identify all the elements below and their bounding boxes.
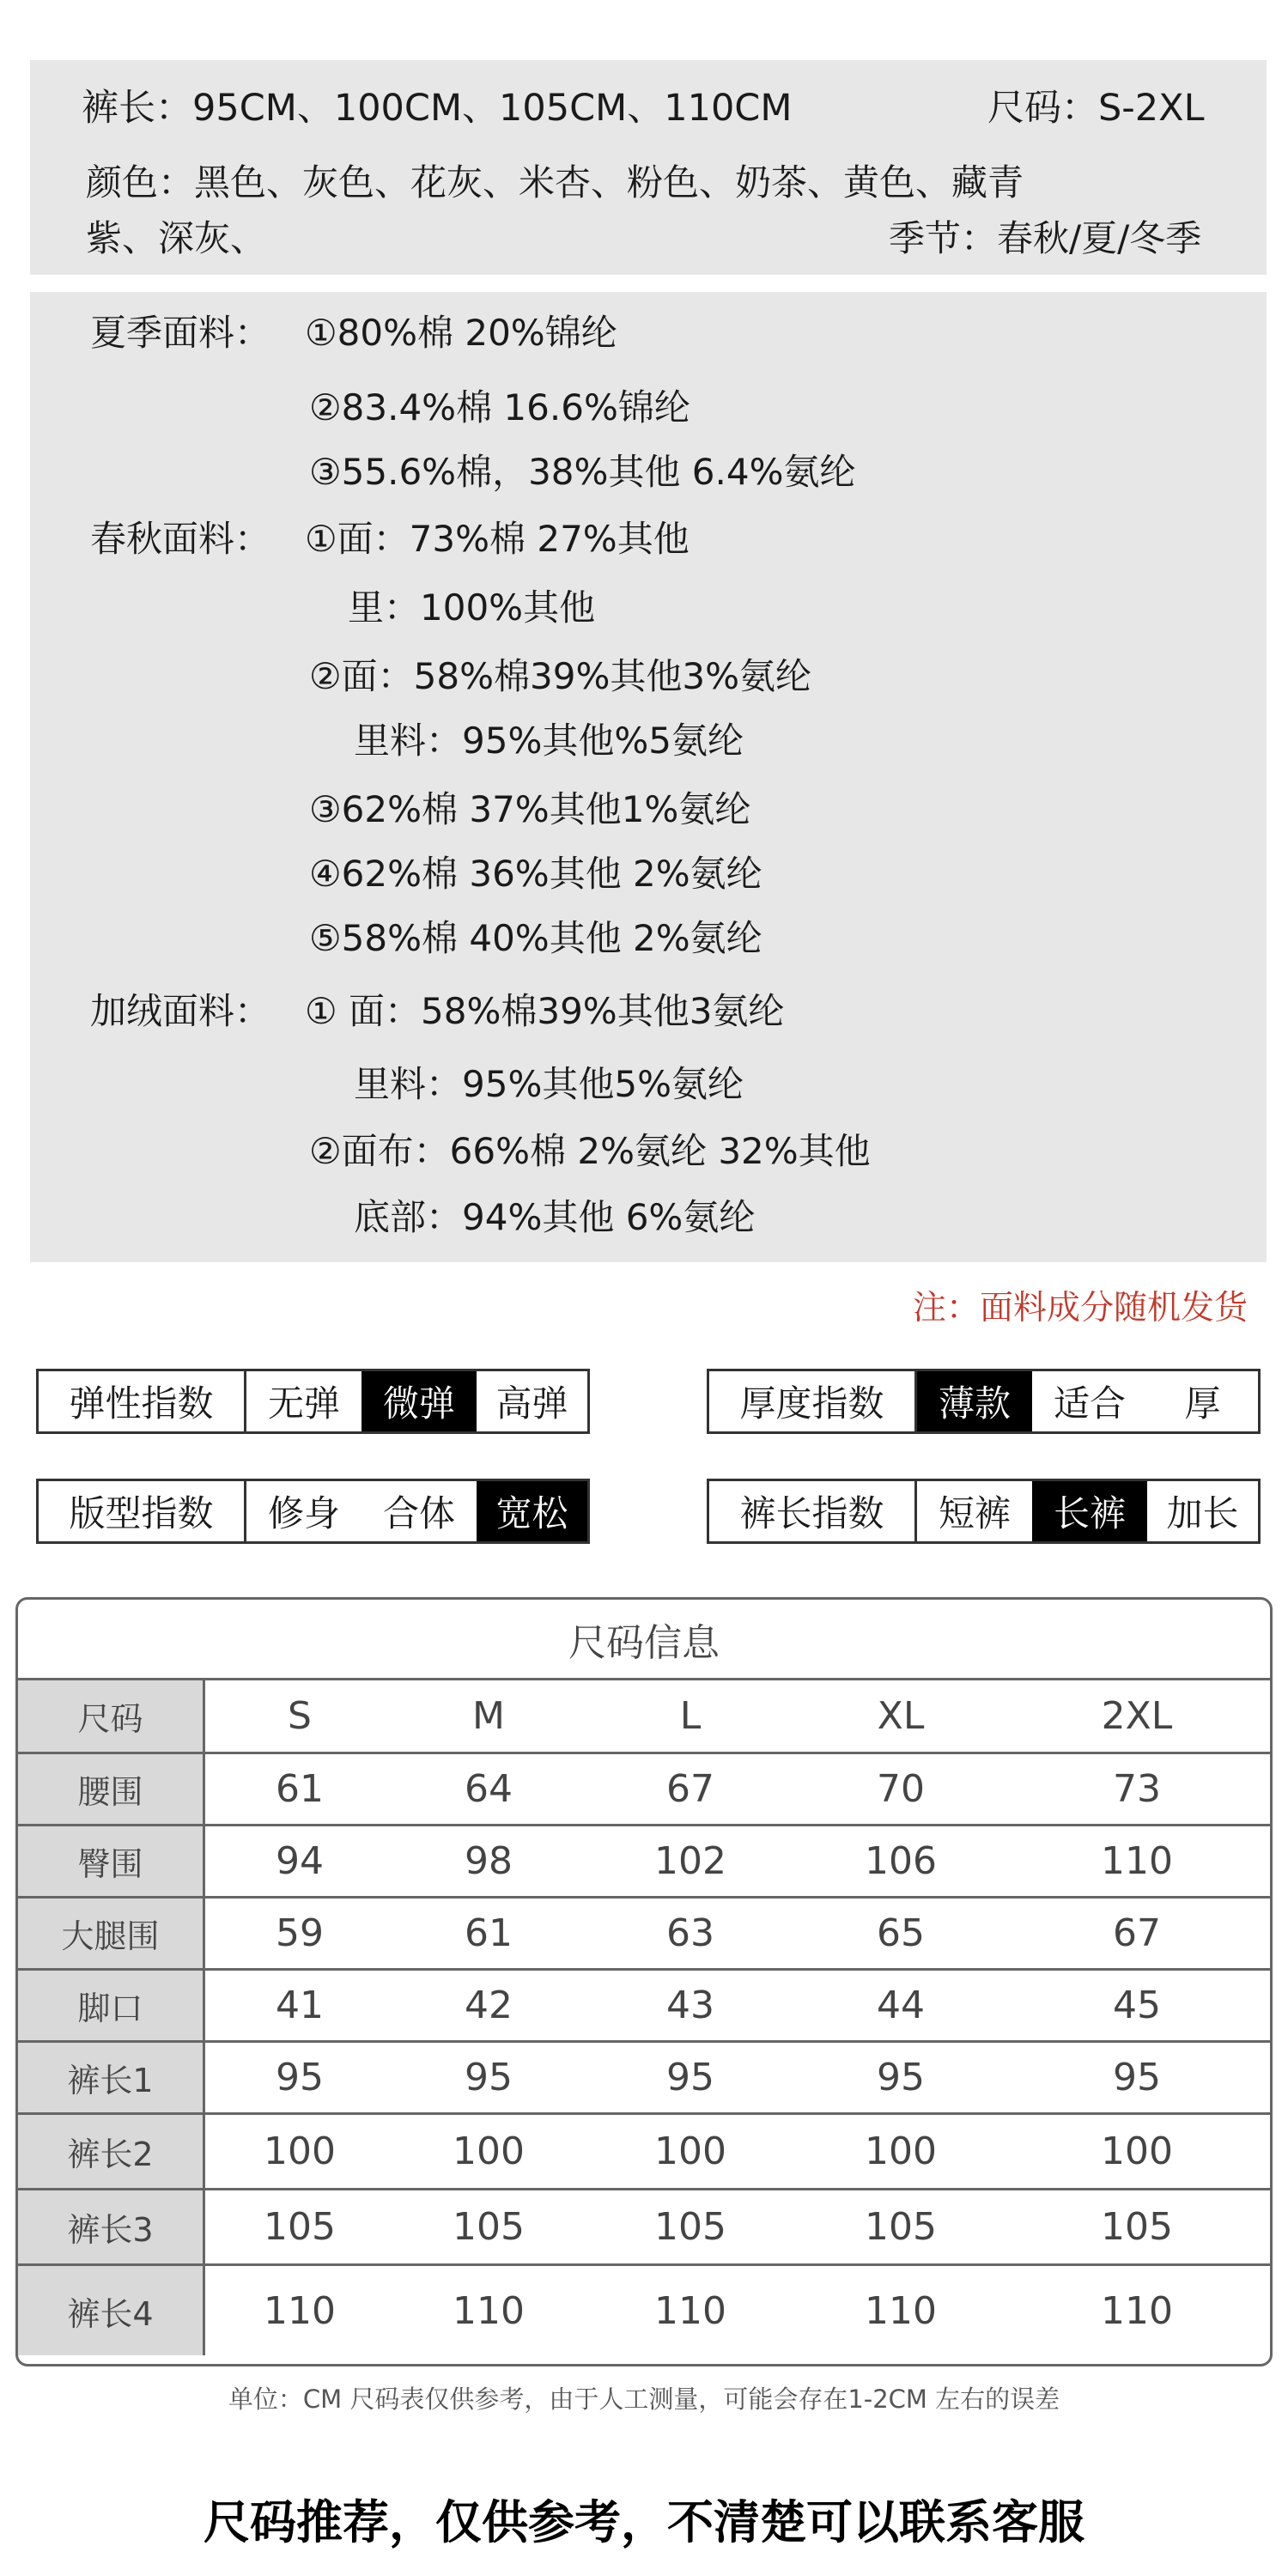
size-recommendation: 尺码推荐，仅供参考，不清楚可以联系客服 — [204, 2495, 1084, 2549]
row-header: 尺码 — [18, 1680, 205, 1752]
table-row — [18, 2043, 1270, 2115]
table-cell: 106 — [865, 1839, 937, 1883]
thickness-option-thin: 薄款 — [917, 1371, 1032, 1431]
elastic-option-none: 无弹 — [267, 1382, 340, 1425]
spring-fabric-label: 春秋面料： — [90, 518, 271, 560]
summer-fabric-2: ②83.4%棉 16.6%锦纶 — [309, 386, 690, 428]
season-text: 季节：春秋/夏/冬季 — [889, 217, 1202, 259]
fleece-fabric-2b: 底部：94%其他 6%氨纶 — [354, 1196, 756, 1238]
table-cell: 42 — [465, 1984, 513, 2027]
length-option-extra: 加长 — [1166, 1492, 1239, 1534]
table-cell: 105 — [453, 2205, 525, 2249]
table-cell: 95 — [465, 2056, 513, 2099]
fleece-fabric-1b: 里料：95%其他5%氨纶 — [354, 1063, 744, 1105]
table-cell: 67 — [666, 1767, 714, 1811]
row-header: 脚口 — [18, 1971, 205, 2040]
table-cell: 98 — [465, 1839, 513, 1883]
summer-fabric-3: ③55.6%棉，38%其他 6.4%氨纶 — [309, 451, 856, 493]
table-cell: 64 — [465, 1767, 513, 1811]
table-cell: 110 — [654, 2288, 726, 2333]
size-text: 尺码：S-2XL — [987, 87, 1205, 130]
color-text-line2: 紫、深灰、 — [86, 217, 267, 259]
length-index-label: 裤长指数 — [709, 1481, 917, 1541]
row-header: 裤长3 — [18, 2190, 205, 2263]
table-cell: 110 — [453, 2288, 525, 2333]
length-index — [707, 1479, 1261, 1544]
thickness-index-label: 厚度指数 — [709, 1371, 917, 1431]
elastic-index-label: 弹性指数 — [39, 1371, 246, 1431]
table-row — [18, 1971, 1270, 2043]
table-cell: 45 — [1113, 1984, 1161, 2027]
table-cell: S — [288, 1694, 312, 1738]
fabric-note: 注：面料成分随机发货 — [913, 1289, 1249, 1327]
table-cell: 100 — [654, 2129, 726, 2173]
row-header: 臀围 — [18, 1826, 205, 1896]
row-header: 大腿围 — [18, 1899, 205, 1968]
elastic-option-high: 高弹 — [495, 1382, 568, 1425]
table-cell: 44 — [877, 1984, 925, 2027]
table-row — [18, 1899, 1270, 1971]
table-row — [18, 2115, 1270, 2190]
fleece-fabric-label: 加绒面料： — [90, 990, 271, 1032]
row-header: 裤长1 — [18, 2043, 205, 2112]
table-cell: 63 — [666, 1911, 714, 1955]
row-header: 裤长4 — [18, 2266, 205, 2355]
fleece-fabric-2a: ②面布：66%棉 2%氨纶 32%其他 — [309, 1130, 871, 1172]
table-row — [18, 2190, 1270, 2266]
table-cell: 105 — [1101, 2205, 1173, 2249]
spring-fabric-5: ⑤58%棉 40%其他 2%氨纶 — [309, 917, 762, 959]
table-row — [18, 2266, 1270, 2355]
spring-fabric-2a: ②面：58%棉39%其他3%氨纶 — [309, 655, 811, 697]
table-cell: 110 — [1101, 1839, 1173, 1883]
summer-fabric-1: ①80%棉 20%锦纶 — [305, 312, 617, 354]
spring-fabric-3: ③62%棉 37%其他1%氨纶 — [309, 788, 751, 830]
length-option-long: 长裤 — [1032, 1481, 1147, 1541]
table-cell: 110 — [1101, 2288, 1173, 2333]
table-cell: 95 — [276, 2056, 324, 2099]
table-cell: 61 — [465, 1911, 513, 1955]
table-cell: 61 — [276, 1767, 324, 1811]
table-cell: 41 — [276, 1984, 324, 2027]
table-cell: 105 — [654, 2205, 726, 2249]
table-cell: 2XL — [1101, 1694, 1173, 1738]
elastic-index — [36, 1369, 590, 1434]
size-table-title: 尺码信息 — [18, 1600, 1270, 1680]
table-cell: 65 — [877, 1911, 925, 1955]
spring-fabric-4: ④62%棉 36%其他 2%氨纶 — [309, 853, 762, 895]
table-cell: 70 — [877, 1767, 925, 1811]
fabric-box — [30, 292, 1267, 1262]
elastic-option-slight: 微弹 — [361, 1371, 477, 1431]
fit-option-regular: 合体 — [382, 1492, 455, 1534]
table-cell: 110 — [865, 2288, 937, 2333]
fit-index-label: 版型指数 — [39, 1481, 246, 1541]
table-cell: 100 — [865, 2129, 937, 2173]
fleece-fabric-1a: ① 面：58%棉39%其他3氨纶 — [305, 990, 785, 1032]
size-table — [15, 1597, 1273, 2366]
table-cell: 100 — [453, 2129, 525, 2173]
thickness-option-thick: 厚 — [1184, 1382, 1221, 1425]
summer-fabric-label: 夏季面料： — [90, 312, 271, 354]
spring-fabric-1b: 里：100%其他 — [348, 586, 596, 629]
table-cell: 100 — [1101, 2129, 1173, 2173]
table-row — [18, 1754, 1270, 1826]
table-cell: 110 — [264, 2288, 336, 2333]
table-cell: 67 — [1113, 1911, 1161, 1955]
table-cell: 59 — [276, 1911, 324, 1955]
table-cell: 94 — [276, 1839, 324, 1883]
table-cell: 95 — [666, 2056, 714, 2099]
table-cell: L — [679, 1694, 702, 1738]
fit-option-loose: 宽松 — [477, 1481, 587, 1541]
table-cell: 73 — [1113, 1767, 1161, 1811]
row-header: 腰围 — [18, 1754, 205, 1824]
table-cell: 105 — [264, 2205, 336, 2249]
table-cell: 105 — [865, 2205, 937, 2249]
color-text-line1: 颜色：黑色、灰色、花灰、米杏、粉色、奶茶、黄色、藏青 — [86, 161, 1024, 204]
table-cell: 95 — [1113, 2056, 1161, 2099]
table-row — [18, 1680, 1270, 1754]
table-cell: 43 — [666, 1984, 714, 2027]
thickness-index — [707, 1369, 1261, 1434]
table-cell: 100 — [264, 2129, 336, 2173]
table-cell: 102 — [654, 1839, 726, 1883]
row-header: 裤长2 — [18, 2115, 205, 2188]
length-text: 裤长：95CM、100CM、105CM、110CM — [82, 87, 793, 130]
fit-index — [36, 1479, 590, 1544]
table-cell: M — [472, 1694, 505, 1738]
table-cell: XL — [877, 1694, 925, 1738]
fit-option-slim: 修身 — [267, 1492, 340, 1534]
thickness-option-medium: 适合 — [1053, 1382, 1126, 1425]
spring-fabric-1a: ①面：73%棉 27%其他 — [305, 518, 690, 560]
table-cell: 95 — [877, 2056, 925, 2099]
spring-fabric-2b: 里料：95%其他%5氨纶 — [354, 720, 744, 762]
table-row — [18, 1826, 1270, 1899]
unit-note: 单位：CM 尺码表仅供参考，由于人工测量，可能会存在1-2CM 左右的误差 — [228, 2385, 1060, 2414]
length-option-short: 短裤 — [938, 1492, 1011, 1534]
